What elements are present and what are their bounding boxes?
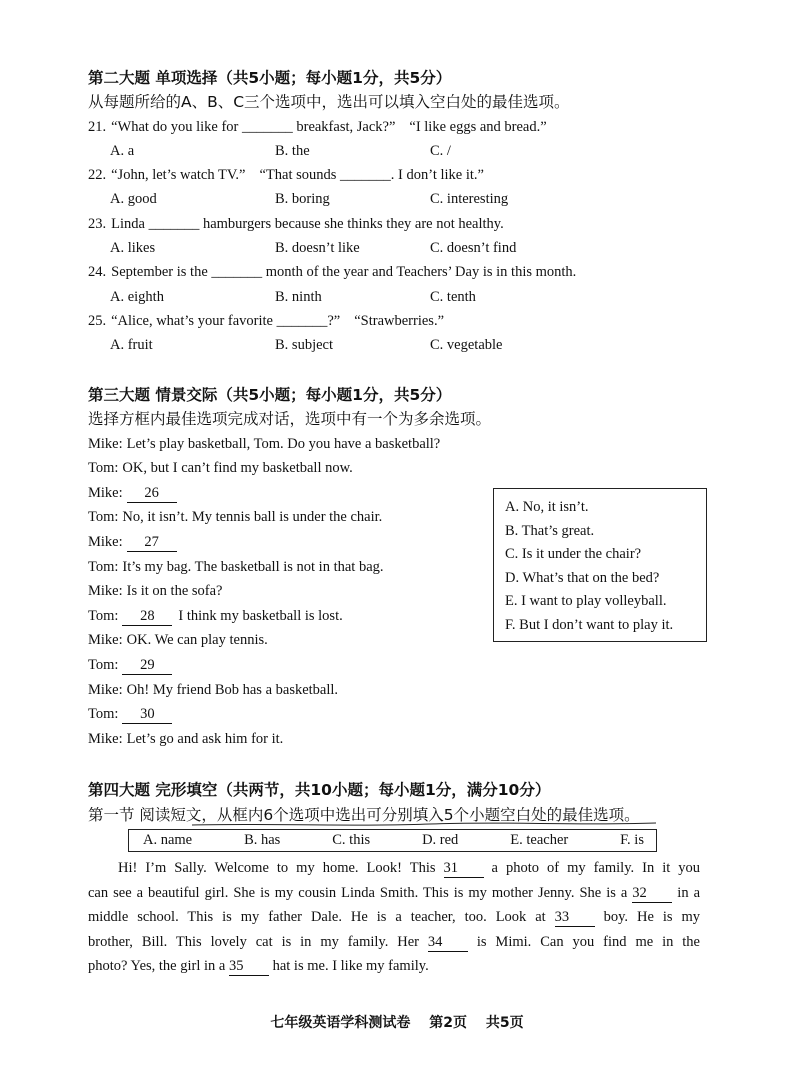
dialogue-line xyxy=(88,432,708,457)
option-b: B. doesn’t like xyxy=(275,240,360,257)
dialogue-line xyxy=(88,456,708,481)
word-bank-box xyxy=(128,829,657,852)
speaker-name: Tom: xyxy=(88,509,119,526)
answer-blank: 26 xyxy=(127,485,177,503)
dialogue-text: OK, but I can’t find my basketball now. xyxy=(122,460,353,477)
passage-text: hat is me. I like my family. xyxy=(272,958,429,974)
option-b: B. boring xyxy=(275,191,330,208)
passage-text: brother, Bill. This lovely cat is in my family. Her xyxy=(88,933,419,950)
speaker-name: Mike: xyxy=(88,435,123,452)
word-option-b: B. has xyxy=(244,832,281,848)
passage-line xyxy=(88,856,700,881)
speaker-name: Tom: xyxy=(88,558,119,575)
footer-title: 七年级英语学科测试卷 xyxy=(270,1015,411,1031)
passage-text: is Mimi. Can you find me in the xyxy=(476,933,700,950)
word-option-c: C. this xyxy=(332,832,371,848)
question-number: 22. xyxy=(88,167,107,184)
choice-c: C. Is it under the chair? xyxy=(505,546,642,562)
question-reply: “Strawberries.” xyxy=(354,312,445,329)
dialogue-text: It’s my bag. The basketball is not in that bag. xyxy=(122,558,384,575)
section-instruction: 从每题所给的A、B、C三个选项中，选出可以填入空白处的最佳选项。 xyxy=(88,93,570,112)
question-options xyxy=(88,236,708,260)
part-instruction: 第一节 阅读短文，从框内6个选项中选出可分别填入5个小题空白处的最佳选项。 xyxy=(88,806,640,824)
choice-d: D. What’s that on the bed? xyxy=(505,569,660,586)
speaker-name: Mike: xyxy=(88,632,123,649)
choice-e: E. I want to play volleyball. xyxy=(505,593,667,609)
dialogue-line xyxy=(88,702,708,727)
dialogue-line xyxy=(88,653,708,678)
question-number: 24. xyxy=(88,264,107,281)
option-c: C. vegetable xyxy=(430,337,503,354)
page-footer xyxy=(0,1011,794,1035)
answer-blank: 30 xyxy=(122,706,172,724)
answer-blank: 35 xyxy=(229,958,269,976)
answer-blank: 31 xyxy=(444,860,484,878)
word-option-e: E. teacher xyxy=(510,832,569,848)
speaker-name: Tom: xyxy=(88,657,119,674)
choice-b: B. That’s great. xyxy=(505,522,595,539)
speaker-name: Mike: xyxy=(88,534,123,551)
passage-text: boy. He is my xyxy=(603,909,700,925)
section-title: 第三大题 情景交际（共5小题；每小题1分，共5分） xyxy=(88,385,452,404)
question-number: 21. xyxy=(88,118,107,135)
question-stem xyxy=(88,260,708,284)
question-text: “John, let’s watch TV.” xyxy=(111,167,246,184)
option-c: C. tenth xyxy=(430,288,476,305)
question-text: Linda _______ hamburgers because she thinks they are not healthy. xyxy=(111,215,504,232)
option-a: A. eighth xyxy=(110,288,164,305)
dialogue-text: Is it on the sofa? xyxy=(126,583,223,600)
passage-text: Hi! I’m Sally. Welcome to my home. Look! This xyxy=(118,860,436,876)
option-a: A. fruit xyxy=(110,337,153,354)
question-stem xyxy=(88,212,708,236)
question-options xyxy=(88,139,708,163)
question-list xyxy=(88,115,708,358)
speaker-name: Mike: xyxy=(88,681,123,698)
question-reply: “That sounds _______. I don’t like it.” xyxy=(259,167,484,184)
option-a: A. likes xyxy=(110,240,156,257)
dialogue-text: No, it isn’t. My tennis ball is under the chair. xyxy=(122,509,383,526)
question-text: “Alice, what’s your favorite _______?” xyxy=(111,312,341,329)
passage-line xyxy=(88,930,700,955)
passage-text: a photo of my family. In it you xyxy=(491,860,700,876)
speaker-name: Tom: xyxy=(88,460,119,477)
speaker-name: Tom: xyxy=(88,706,119,723)
question-stem xyxy=(88,115,708,139)
question-text: “What do you like for _______ breakfast, Jack?” xyxy=(111,118,396,135)
dialogue-text: Let’s play basketball, Tom. Do you have a basketball? xyxy=(126,435,441,452)
option-c: C. / xyxy=(430,142,451,159)
answer-blank: 28 xyxy=(122,608,172,626)
word-option-a: A. name xyxy=(143,832,193,848)
choice-a: A. No, it isn’t. xyxy=(505,499,589,515)
word-option-f: F. is xyxy=(620,832,644,848)
passage-text: photo? Yes, the girl in a xyxy=(88,958,226,974)
option-b: B. subject xyxy=(275,337,333,354)
option-a: A. good xyxy=(110,191,157,208)
footer-page-number: 第2页 xyxy=(429,1015,467,1031)
question-number: 23. xyxy=(88,215,107,232)
answer-blank: 27 xyxy=(127,534,177,552)
question-text: September is the _______ month of the year and Teachers’ Day is in this month. xyxy=(111,264,577,281)
choice-f: F. But I don’t want to play it. xyxy=(505,616,674,633)
dialogue-text: OK. We can play tennis. xyxy=(126,632,268,649)
section-single-choice xyxy=(88,66,708,358)
passage-text: in a xyxy=(677,884,700,901)
dialogue-line xyxy=(88,678,708,703)
question-options xyxy=(88,285,708,309)
answer-blank: 32 xyxy=(632,885,672,903)
speaker-name: Mike: xyxy=(88,484,123,501)
option-b: B. the xyxy=(275,142,310,159)
dialogue-text: Let’s go and ask him for it. xyxy=(126,730,284,747)
dialogue-text: Oh! My friend Bob has a basketball. xyxy=(126,681,339,698)
option-c: C. interesting xyxy=(430,191,509,208)
question-reply: “I like eggs and bread.” xyxy=(409,118,547,135)
passage-text: can see a beautiful girl. She is my cousin Linda Smith. This is my mother Jenny. She is a xyxy=(88,884,628,901)
option-c: C. doesn’t find xyxy=(430,240,517,257)
speaker-name: Mike: xyxy=(88,583,123,600)
passage-line xyxy=(88,954,700,979)
question-stem xyxy=(88,309,708,333)
passage-line xyxy=(88,905,700,930)
option-b: B. ninth xyxy=(275,288,322,305)
dialogue-choices-box xyxy=(493,488,707,642)
option-a: A. a xyxy=(110,142,135,159)
footer-page-total: 共5页 xyxy=(485,1015,524,1031)
section-instruction: 选择方框内最佳选项完成对话，选项中有一个为多余选项。 xyxy=(88,410,492,429)
answer-blank: 29 xyxy=(122,657,172,675)
answer-blank: 33 xyxy=(555,909,595,927)
passage-text: middle school. This is my father Dale. He is a teacher, too. Look at xyxy=(88,909,546,925)
cloze-passage xyxy=(88,856,700,979)
answer-blank: 34 xyxy=(428,934,468,952)
question-stem xyxy=(88,163,708,187)
question-number: 25. xyxy=(88,312,107,329)
word-option-d: D. red xyxy=(422,832,459,848)
speaker-name: Mike: xyxy=(88,730,123,747)
question-options xyxy=(88,333,708,357)
dialogue-text: I think my basketball is lost. xyxy=(178,607,343,624)
speaker-name: Tom: xyxy=(88,607,119,624)
dialogue-line xyxy=(88,727,708,752)
passage-line xyxy=(88,881,700,906)
section-title: 第二大题 单项选择（共5小题；每小题1分，共5分） xyxy=(88,69,452,87)
question-options xyxy=(88,187,708,211)
section-title: 第四大题 完形填空（共两节，共10小题；每小题1分，满分10分） xyxy=(88,781,551,799)
